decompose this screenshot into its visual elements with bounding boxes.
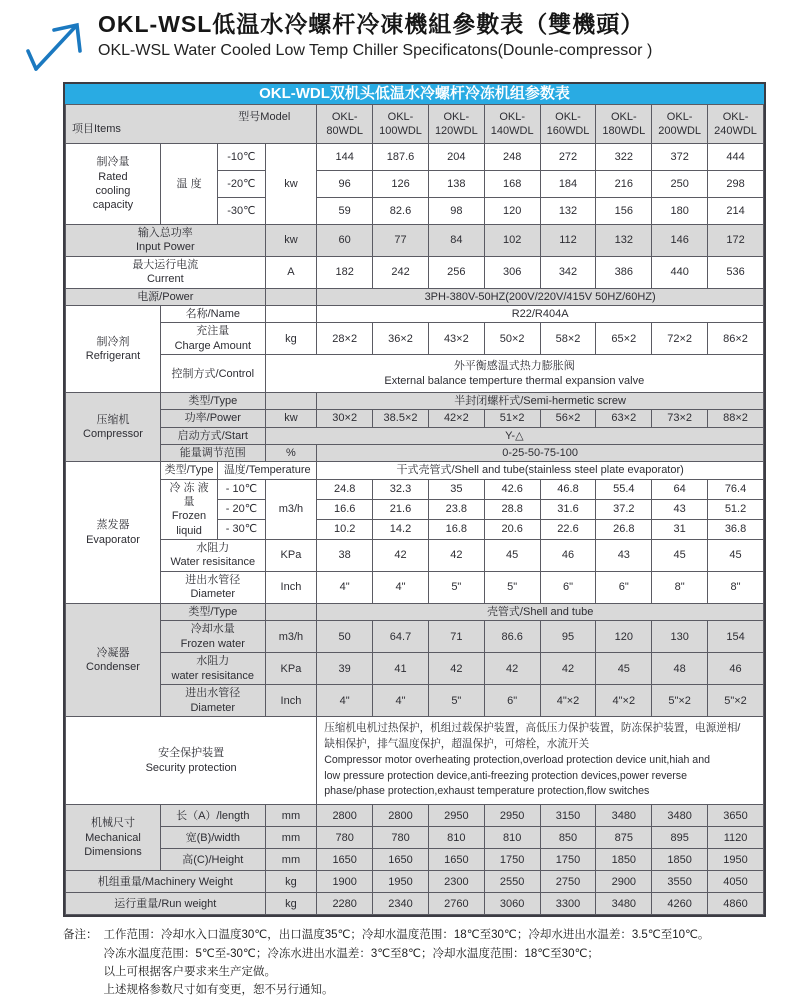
value-cell: 2280 xyxy=(317,893,373,915)
value-cell: 168 xyxy=(484,171,540,198)
value-cell: 86.6 xyxy=(484,621,540,653)
model-header: OKL- 120WDL xyxy=(428,105,484,144)
value-cell: 172 xyxy=(708,225,764,257)
value-cell: 5" xyxy=(428,685,484,717)
row-label: 水阻力 Water resisitance xyxy=(160,539,265,571)
row-label: - 30℃ xyxy=(218,519,265,539)
value-cell: 3480 xyxy=(596,805,652,827)
value-cell: 810 xyxy=(428,827,484,849)
footnote-line: 工作范围：冷却水入口温度30℃，出口温度35℃；冷却水温度范围：18℃至30℃；冷却水进出水温差：3.5℃至10℃。 xyxy=(103,929,710,942)
value-cell: 16.6 xyxy=(317,499,373,519)
value-cell: 6" xyxy=(596,571,652,603)
unit-cell xyxy=(265,603,317,620)
section-label: 机械尺寸 Mechanical Dimensions xyxy=(66,805,161,871)
model-header: OKL- 80WDL xyxy=(317,105,373,144)
value-cell: 20.6 xyxy=(484,519,540,539)
row-label: 长（A）/length xyxy=(160,805,265,827)
footnote-lines xyxy=(104,926,710,1000)
unit-cell: kg xyxy=(265,893,317,915)
value-cell: 21.6 xyxy=(373,499,429,519)
model-header: OKL- 240WDL xyxy=(708,105,764,144)
value-cell: 43 xyxy=(596,539,652,571)
value-cell: 5" xyxy=(428,571,484,603)
row-label: 冷 冻 液 量 Frozen liquid xyxy=(160,479,217,539)
value-cell: 46.8 xyxy=(540,479,596,499)
value-cell: 干式壳管式/Shell and tube(stainless steel plate evaporator) xyxy=(317,462,764,479)
value-cell: 248 xyxy=(484,144,540,171)
unit-cell xyxy=(265,288,317,305)
value-cell: 1750 xyxy=(540,849,596,871)
value-cell: 4260 xyxy=(652,893,708,915)
spec-table xyxy=(65,104,764,915)
value-cell: 36.8 xyxy=(708,519,764,539)
value-cell: 3650 xyxy=(708,805,764,827)
value-cell: 154 xyxy=(708,621,764,653)
value-cell: 4" xyxy=(317,685,373,717)
row-label: 控制方式/Control xyxy=(160,355,265,393)
unit-cell: mm xyxy=(265,827,317,849)
spec-table-container xyxy=(63,82,766,917)
row-label: 类型/Type xyxy=(160,393,265,410)
row-label: 安全保护装置 Security protection xyxy=(66,717,317,805)
value-cell: 4"×2 xyxy=(540,685,596,717)
value-cell: 1650 xyxy=(317,849,373,871)
value-cell: 187.6 xyxy=(373,144,429,171)
value-cell: 3480 xyxy=(652,805,708,827)
value-cell: 0-25-50-75-100 xyxy=(317,445,764,462)
value-cell: 4"×2 xyxy=(596,685,652,717)
value-cell: 2950 xyxy=(428,805,484,827)
unit-cell: m3/h xyxy=(265,621,317,653)
spec-sheet-page xyxy=(0,10,790,997)
section-label: 制冷量 Rated cooling capacity xyxy=(66,144,161,225)
unit-cell: KPa xyxy=(265,653,317,685)
value-cell: 24.8 xyxy=(317,479,373,499)
value-cell: 45 xyxy=(652,539,708,571)
value-cell: 875 xyxy=(596,827,652,849)
value-cell: 120 xyxy=(596,621,652,653)
value-cell: 322 xyxy=(596,144,652,171)
title-block xyxy=(98,10,652,61)
model-header: OKL- 200WDL xyxy=(652,105,708,144)
row-label: 水阻力 water resisitance xyxy=(160,653,265,685)
value-cell: 77 xyxy=(373,225,429,257)
row-label: - 10℃ xyxy=(218,479,265,499)
value-cell: 204 xyxy=(428,144,484,171)
value-cell: 42.6 xyxy=(484,479,540,499)
row-label: 类型/Type xyxy=(160,603,265,620)
row-label: 最大运行电流 Current xyxy=(66,256,266,288)
value-cell: 250 xyxy=(652,171,708,198)
value-cell: 132 xyxy=(596,225,652,257)
value-cell: 2750 xyxy=(540,871,596,893)
model-header: OKL- 140WDL xyxy=(484,105,540,144)
row-label: 机组重量/Machinery Weight xyxy=(66,871,266,893)
model-header: OKL- 100WDL xyxy=(373,105,429,144)
value-cell: 73×2 xyxy=(652,410,708,427)
value-cell: 895 xyxy=(652,827,708,849)
unit-cell: kg xyxy=(265,871,317,893)
value-cell: 2900 xyxy=(596,871,652,893)
unit-cell xyxy=(265,305,317,322)
value-cell: 256 xyxy=(428,256,484,288)
value-cell: 46 xyxy=(708,653,764,685)
value-cell: 26.8 xyxy=(596,519,652,539)
row-label: 进出水管径 Diameter xyxy=(160,685,265,717)
value-cell: 1900 xyxy=(317,871,373,893)
value-cell: 96 xyxy=(317,171,373,198)
row-label: 高(C)/Height xyxy=(160,849,265,871)
unit-cell: Inch xyxy=(265,685,317,717)
value-cell: 45 xyxy=(484,539,540,571)
value-cell: 4" xyxy=(317,571,373,603)
value-cell: 214 xyxy=(708,198,764,225)
value-cell: 43 xyxy=(652,499,708,519)
model-header: OKL- 180WDL xyxy=(596,105,652,144)
unit-cell: mm xyxy=(265,849,317,871)
row-label: 温 度 xyxy=(160,144,217,225)
corner-cell xyxy=(66,105,317,144)
value-cell: 42 xyxy=(373,539,429,571)
value-cell: 30×2 xyxy=(317,410,373,427)
value-cell: 3PH-380V-50HZ(200V/220V/415V 50HZ/60HZ) xyxy=(317,288,764,305)
value-cell: 41 xyxy=(373,653,429,685)
spec-table-body xyxy=(66,105,764,915)
value-cell: 216 xyxy=(596,171,652,198)
value-cell: 298 xyxy=(708,171,764,198)
value-cell: 4" xyxy=(373,571,429,603)
value-cell: 42 xyxy=(484,653,540,685)
unit-cell: kw xyxy=(265,410,317,427)
value-cell: 半封闭螺杆式/Semi-hermetic screw xyxy=(317,393,764,410)
value-cell: 5"×2 xyxy=(708,685,764,717)
value-cell: 8" xyxy=(708,571,764,603)
value-cell: 43×2 xyxy=(428,323,484,355)
value-cell: 130 xyxy=(652,621,708,653)
value-cell: 126 xyxy=(373,171,429,198)
value-cell: 536 xyxy=(708,256,764,288)
value-cell: 342 xyxy=(540,256,596,288)
value-cell: 242 xyxy=(373,256,429,288)
value-cell: 8" xyxy=(652,571,708,603)
value-cell: 23.8 xyxy=(428,499,484,519)
value-cell: R22/R404A xyxy=(317,305,764,322)
value-cell: 86×2 xyxy=(708,323,764,355)
footnote-line: 上述规格参数尺寸如有变更，恕不另行通知。 xyxy=(103,984,334,997)
value-cell: 88×2 xyxy=(708,410,764,427)
section-label: 蒸发器 Evaporator xyxy=(66,462,161,603)
value-cell: 56×2 xyxy=(540,410,596,427)
value-cell: 71 xyxy=(428,621,484,653)
value-cell: 10.2 xyxy=(317,519,373,539)
unit-cell: KPa xyxy=(265,539,317,571)
value-cell: 182 xyxy=(317,256,373,288)
value-cell: 98 xyxy=(428,198,484,225)
value-cell: 46 xyxy=(540,539,596,571)
value-cell: 32.3 xyxy=(373,479,429,499)
value-cell: 4860 xyxy=(708,893,764,915)
value-cell: 3480 xyxy=(596,893,652,915)
value-cell: 102 xyxy=(484,225,540,257)
value-cell: 42 xyxy=(428,653,484,685)
value-cell: 3150 xyxy=(540,805,596,827)
value-cell: 2800 xyxy=(373,805,429,827)
row-label: 充注量 Charge Amount xyxy=(160,323,265,355)
value-cell: 1750 xyxy=(484,849,540,871)
row-label: 进出水管径 Diameter xyxy=(160,571,265,603)
value-cell: 72×2 xyxy=(652,323,708,355)
value-cell: 76.4 xyxy=(708,479,764,499)
value-cell: 84 xyxy=(428,225,484,257)
value-cell: 6" xyxy=(484,685,540,717)
corner-items-label: 项目Items xyxy=(72,122,121,135)
value-cell: 372 xyxy=(652,144,708,171)
unit-cell: m3/h xyxy=(265,479,317,539)
model-header: OKL- 160WDL xyxy=(540,105,596,144)
value-cell: 28.8 xyxy=(484,499,540,519)
value-cell: 64 xyxy=(652,479,708,499)
logo-arrow-icon xyxy=(24,14,92,72)
row-label: 冷却水量 Frozen water xyxy=(160,621,265,653)
unit-cell: kg xyxy=(265,323,317,355)
value-cell: 180 xyxy=(652,198,708,225)
unit-cell: mm xyxy=(265,805,317,827)
value-cell: 2550 xyxy=(484,871,540,893)
row-label: 类型/Type xyxy=(160,462,217,479)
unit-cell: Inch xyxy=(265,571,317,603)
row-label: -30℃ xyxy=(218,198,265,225)
value-cell: 132 xyxy=(540,198,596,225)
row-label: 功率/Power xyxy=(160,410,265,427)
value-cell: 外平衡感温式热力膨胀阀 External balance temperture thermal expansion valve xyxy=(265,355,763,393)
value-cell: 112 xyxy=(540,225,596,257)
value-cell: 120 xyxy=(484,198,540,225)
value-cell: 780 xyxy=(317,827,373,849)
value-cell: 42×2 xyxy=(428,410,484,427)
value-cell: 386 xyxy=(596,256,652,288)
row-label: 温度/Temperature xyxy=(218,462,317,479)
value-cell: 780 xyxy=(373,827,429,849)
value-cell: 42 xyxy=(540,653,596,685)
value-cell: 16.8 xyxy=(428,519,484,539)
value-cell: 59 xyxy=(317,198,373,225)
value-cell: 1850 xyxy=(596,849,652,871)
value-cell: 144 xyxy=(317,144,373,171)
value-cell: 1650 xyxy=(373,849,429,871)
value-cell: 28×2 xyxy=(317,323,373,355)
value-cell: 138 xyxy=(428,171,484,198)
value-cell: 64.7 xyxy=(373,621,429,653)
value-cell: 壳管式/Shell and tube xyxy=(317,603,764,620)
value-cell: 22.6 xyxy=(540,519,596,539)
value-cell: 60 xyxy=(317,225,373,257)
value-cell: 31 xyxy=(652,519,708,539)
page-header xyxy=(24,10,790,72)
row-label: 运行重量/Run weight xyxy=(66,893,266,915)
value-cell: 36×2 xyxy=(373,323,429,355)
value-cell: 156 xyxy=(596,198,652,225)
row-label: 启动方式/Start xyxy=(160,427,265,444)
row-label: 输入总功率 Input Power xyxy=(66,225,266,257)
value-cell: 3300 xyxy=(540,893,596,915)
value-cell: 63×2 xyxy=(596,410,652,427)
value-cell: 2760 xyxy=(428,893,484,915)
value-cell: 6" xyxy=(540,571,596,603)
corner-model-label: 型号Model xyxy=(238,111,291,123)
unit-cell xyxy=(265,393,317,410)
value-cell: 2340 xyxy=(373,893,429,915)
value-cell: 50×2 xyxy=(484,323,540,355)
value-cell: 3060 xyxy=(484,893,540,915)
value-cell: 4" xyxy=(373,685,429,717)
value-cell: 45 xyxy=(708,539,764,571)
security-protection-text: 压缩机电机过热保护，机组过载保护装置，高低压力保护装置，防冻保护装置，电源逆相/ 缺相保护，排气温度保护，超温保护，可熔栓，水流开关 Compressor motor overheating protection,overload protection device unit,hiah and low pressure protection device,anti-freezing protection devices,power reverse phase/phase protection,exhaust temperature protection,flow switches xyxy=(317,717,764,805)
value-cell: 39 xyxy=(317,653,373,685)
row-label: 宽(B)/width xyxy=(160,827,265,849)
value-cell: Y-△ xyxy=(265,427,763,444)
value-cell: 51.2 xyxy=(708,499,764,519)
value-cell: 38.5×2 xyxy=(373,410,429,427)
value-cell: 50 xyxy=(317,621,373,653)
value-cell: 1850 xyxy=(652,849,708,871)
row-label: 名称/Name xyxy=(160,305,265,322)
value-cell: 5"×2 xyxy=(652,685,708,717)
unit-cell: kw xyxy=(265,144,317,225)
row-label: -10℃ xyxy=(218,144,265,171)
value-cell: 146 xyxy=(652,225,708,257)
value-cell: 810 xyxy=(484,827,540,849)
unit-cell: kw xyxy=(265,225,317,257)
value-cell: 1950 xyxy=(708,849,764,871)
value-cell: 82.6 xyxy=(373,198,429,225)
value-cell: 65×2 xyxy=(596,323,652,355)
value-cell: 1120 xyxy=(708,827,764,849)
value-cell: 444 xyxy=(708,144,764,171)
unit-cell: % xyxy=(265,445,317,462)
section-label: 制冷剂 Refrigerant xyxy=(66,305,161,392)
value-cell: 35 xyxy=(428,479,484,499)
value-cell: 55.4 xyxy=(596,479,652,499)
value-cell: 1950 xyxy=(373,871,429,893)
value-cell: 4050 xyxy=(708,871,764,893)
unit-cell: A xyxy=(265,256,317,288)
value-cell: 1650 xyxy=(428,849,484,871)
section-label: 压缩机 Compressor xyxy=(66,393,161,462)
value-cell: 37.2 xyxy=(596,499,652,519)
value-cell: 440 xyxy=(652,256,708,288)
value-cell: 2300 xyxy=(428,871,484,893)
row-label: - 20℃ xyxy=(218,499,265,519)
value-cell: 3550 xyxy=(652,871,708,893)
footnotes xyxy=(63,926,772,1000)
value-cell: 45 xyxy=(596,653,652,685)
value-cell: 5" xyxy=(484,571,540,603)
value-cell: 58×2 xyxy=(540,323,596,355)
value-cell: 14.2 xyxy=(373,519,429,539)
value-cell: 42 xyxy=(428,539,484,571)
value-cell: 272 xyxy=(540,144,596,171)
value-cell: 95 xyxy=(540,621,596,653)
value-cell: 51×2 xyxy=(484,410,540,427)
footnote-label: 备注： xyxy=(63,929,98,942)
value-cell: 306 xyxy=(484,256,540,288)
value-cell: 184 xyxy=(540,171,596,198)
row-label: 能量调节范围 xyxy=(160,445,265,462)
table-title-bar: OKL-WDL双机头低温水冷螺杆冷冻机组参数表 xyxy=(65,84,764,104)
section-label: 冷凝器 Condenser xyxy=(66,603,161,716)
row-label: 电源/Power xyxy=(66,288,266,305)
row-label: -20℃ xyxy=(218,171,265,198)
footnote-line: 以上可根据客户要求来生产定做。 xyxy=(103,965,276,978)
footnote-line: 冷冻水温度范围：5℃至-30℃；冷冻水进出水温差：3℃至8℃；冷却水温度范围：18℃至30℃； xyxy=(103,947,599,960)
value-cell: 31.6 xyxy=(540,499,596,519)
page-title-en: OKL-WSL Water Cooled Low Temp Chiller Specificatons(Dounle-compressor ) xyxy=(98,41,653,59)
value-cell: 2950 xyxy=(484,805,540,827)
page-title-zh: OKL-WSL低温水冷螺杆冷凍機組參數表（雙機頭） xyxy=(98,11,645,37)
value-cell: 2800 xyxy=(317,805,373,827)
value-cell: 48 xyxy=(652,653,708,685)
value-cell: 38 xyxy=(317,539,373,571)
value-cell: 850 xyxy=(540,827,596,849)
